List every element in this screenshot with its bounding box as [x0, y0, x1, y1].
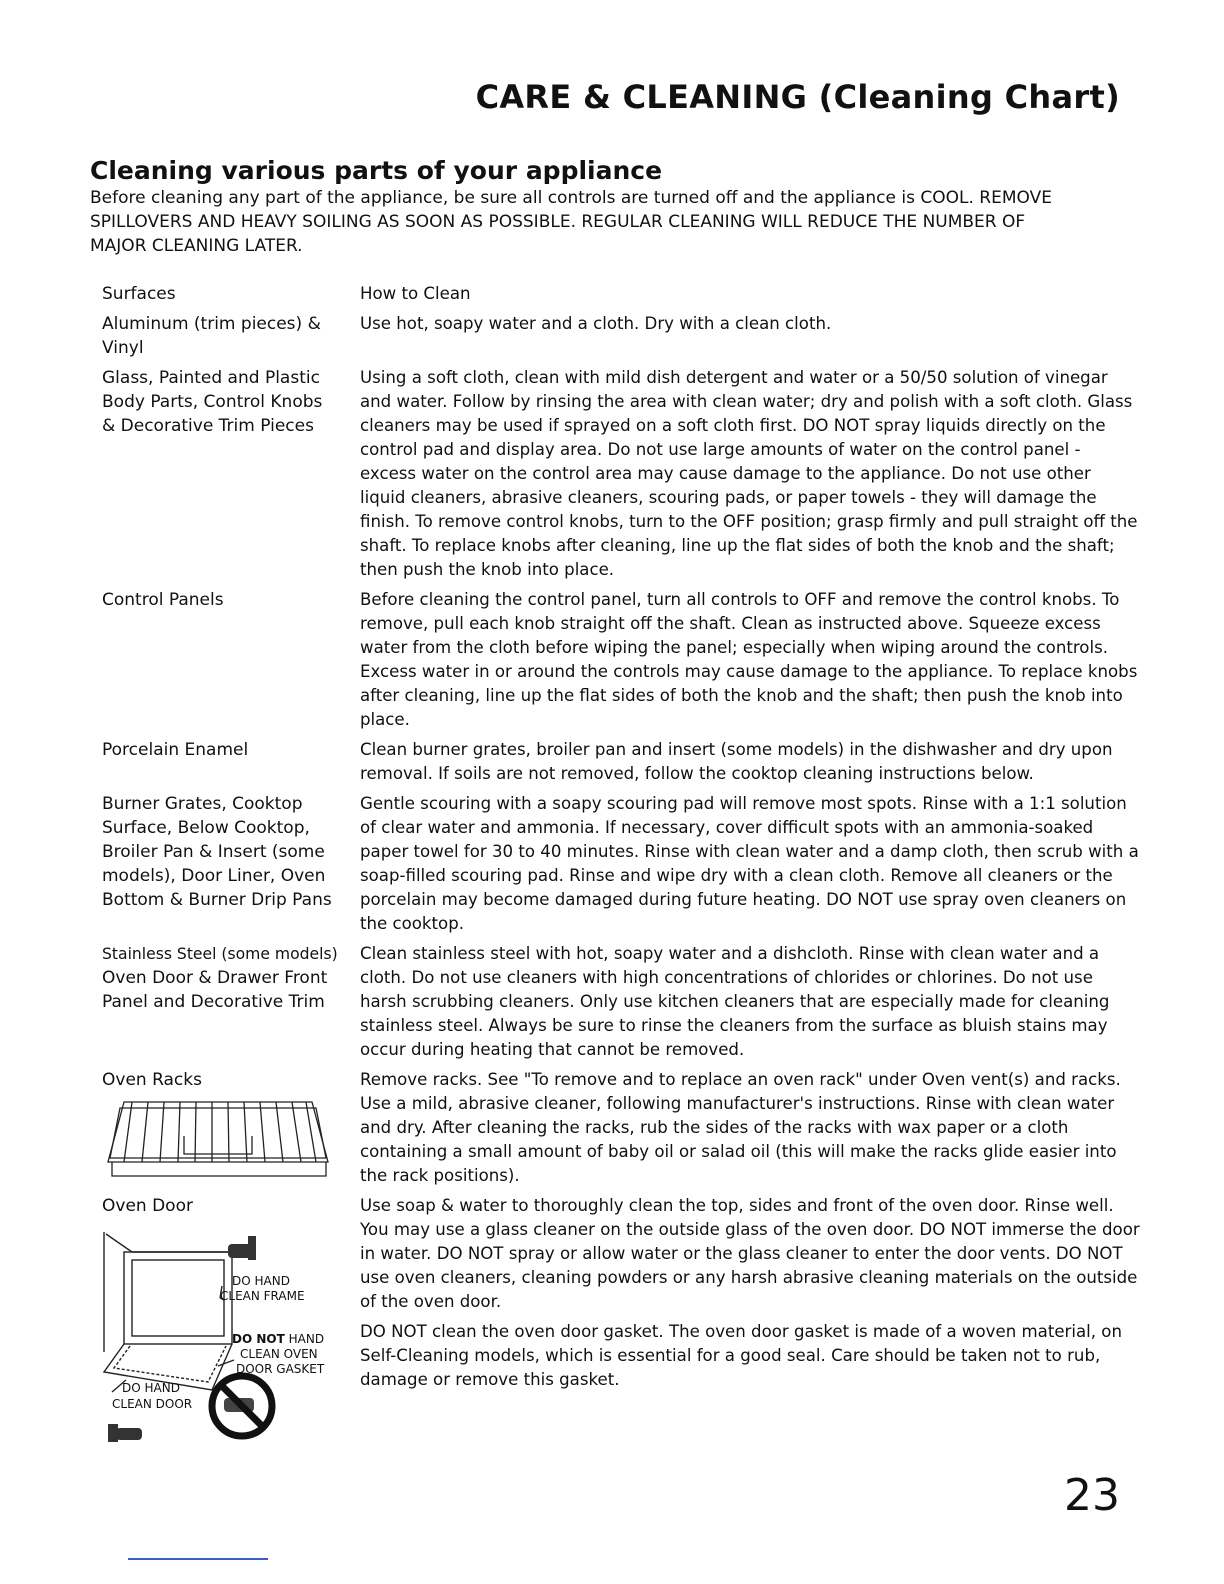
label-door-1: DO HAND [122, 1381, 180, 1395]
how-text: Before cleaning the control panel, turn all controls to OFF and remove the control knobs. To remove, pull each knob straight off the shaft. Clean as instructed above. Squeeze excess water from the cloth before wiping the panel; especially when wiping around the controls. Excess water in or around the controls may cause damage to the appliance. To replace knobs after cleaning, line up the flat sides of both the knob and the shaft; then push the knob into place. [360, 590, 1138, 729]
surface-line: Glass, Painted and Plastic [102, 368, 320, 388]
page-number: 23 [1064, 1470, 1120, 1521]
how-text: Clean stainless steel with hot, soapy water and a dishcloth. Rinse with clean water and a cloth. Do not use cleaners with high concentrations of chlorides or chlorines. Do not use harsh scrubbing cleaners. Only use kitchen cleaners that are especially made for cleaning stainless steel. Always be sure to rinse the cleaners from the surface as bluish stains may occur during heating that cannot be removed. [360, 944, 1110, 1059]
intro-line: SPILLOVERS AND HEAVY SOILING AS SOON AS POSSIBLE. REGULAR CLEANING WILL REDUCE THE NUMBER OF [90, 212, 1026, 232]
oven-door-illustration [102, 1222, 338, 1446]
surface-cell [102, 312, 360, 360]
intro-line: Before cleaning any part of the appliance, be sure all controls are turned off and the appliance is COOL. REMOVE [90, 188, 1052, 208]
cleaning-chart [102, 282, 1142, 1452]
how-cell [360, 792, 1140, 936]
surface-line: Bottom & Burner Drip Pans [102, 890, 332, 910]
section-heading: Cleaning various parts of your appliance [90, 156, 663, 185]
label-gasket-3: DOOR GASKET [236, 1362, 325, 1376]
surface-cell [102, 792, 360, 936]
how-text: Using a soft cloth, clean with mild dish detergent and water or a 50/50 solution of vinegar and water. Follow by rinsing the area with clean water; dry and polish with a soft cloth. Glass cleaners may be used if sprayed on a soft cloth first. DO NOT spray liquids directly on the control pad and display area. Do not use large amounts of water on the control panel - excess water on the control area may cause damage to the appliance. Do not use other liquid cleaners, abrasive cleaners, scouring pads, or paper towels - they will damage the finish. To remove control knobs, turn to the OFF position; grasp firmly and pull straight off the shaft. To replace knobs after cleaning, line up the flat sides of both the knob and the shaft; then push the knob into place. [360, 368, 1138, 579]
surfaces-column-header: Surfaces [102, 284, 176, 304]
how-cell [360, 738, 1140, 786]
surface-line: Surface, Below Cooktop, [102, 818, 310, 838]
surface-line: & Decorative Trim Pieces [102, 416, 314, 436]
oven-rack-illustration [102, 1096, 334, 1184]
how-text: Use soap & water to thoroughly clean the top, sides and front of the oven door. Rinse well. You may use a glass cleaner on the outside glass of the oven door. DO NOT immerse the door in water. DO NOT spray or allow water or the glass cleaner to enter the door vents. DO NOT use oven cleaners, cleaning powders or any harsh abrasive cleaning materials on the outside of the oven door. [360, 1196, 1140, 1311]
label-frame-1: DO HAND [232, 1274, 290, 1288]
chart-row-oven-racks [102, 1068, 1142, 1188]
chart-row-glass [102, 366, 1142, 582]
label-gasket-2: CLEAN OVEN [240, 1347, 318, 1361]
how-text: Use hot, soapy water and a cloth. Dry with a clean cloth. [360, 314, 832, 333]
how-cell [360, 1194, 1140, 1446]
chart-row-control-panels [102, 588, 1142, 732]
surface-cell [102, 1194, 360, 1446]
chart-row-porcelain [102, 738, 1142, 786]
how-cell [360, 366, 1140, 582]
surface-line: Broiler Pan & Insert (some [102, 842, 325, 862]
chart-row-oven-door [102, 1194, 1142, 1446]
footer-divider [128, 1558, 268, 1560]
how-cell [360, 312, 1140, 360]
prohibited-icon [212, 1376, 272, 1436]
surface-cell [102, 738, 360, 786]
surface-line: Burner Grates, Cooktop [102, 794, 303, 814]
surface-cell [102, 1068, 360, 1188]
surface-line: Stainless Steel (some models) [102, 945, 338, 963]
surface-cell [102, 942, 360, 1062]
surface-line: Control Panels [102, 590, 224, 610]
surface-cell [102, 366, 360, 582]
surface-line: models), Door Liner, Oven [102, 866, 326, 886]
label-gasket-1a: DO NOT [232, 1332, 285, 1346]
label-gasket-1 [232, 1332, 324, 1346]
surface-line: Oven Door [102, 1196, 193, 1216]
how-text-gasket: DO NOT clean the oven door gasket. The oven door gasket is made of a woven material, on Self-Cleaning models, which is essential for a good seal. Care should be taken not to rub, damage or remove this gasket. [360, 1322, 1122, 1389]
how-cell [360, 588, 1140, 732]
chart-row-burner-grates [102, 792, 1142, 936]
surface-line: Body Parts, Control Knobs [102, 392, 323, 412]
surface-cell [102, 588, 360, 732]
page-title: CARE & CLEANING (Cleaning Chart) [475, 78, 1120, 116]
how-cell [360, 1068, 1140, 1188]
surface-line: Aluminum (trim pieces) & [102, 314, 321, 334]
surface-line: Panel and Decorative Trim [102, 992, 325, 1012]
label-gasket-1b: HAND [288, 1332, 325, 1346]
how-text: Gentle scouring with a soapy scouring pad will remove most spots. Rinse with a 1:1 solution of clear water and ammonia. If necessary, cover difficult spots with an ammonia-soaked paper towel for 30 to 40 minutes. Rinse with clean water and a damp cloth, then scrub with a soap-filled scouring pad. Rinse and wipe dry with a clean cloth. Remove all cleaners or the porcelain may become damaged during future heating. DO NOT use spray oven cleaners on the cooktop. [360, 794, 1139, 933]
surface-line: Porcelain Enamel [102, 740, 249, 760]
how-text: Remove racks. See "To remove and to replace an oven rack" under Oven vent(s) and racks. Use a mild, abrasive cleaner, following manufacturer's instructions. Rinse with clean water and dry. After cleaning the racks, rub the sides of the racks with wax paper or a cloth containing a small amount of baby oil or salad oil (this will make the racks glide easier into the rack positions). [360, 1070, 1121, 1185]
surface-line: Oven Door & Drawer Front [102, 968, 328, 988]
chart-header-row [102, 282, 1142, 306]
label-door-2: CLEAN DOOR [112, 1397, 193, 1411]
chart-row-stainless-steel [102, 942, 1142, 1062]
surface-line: Vinyl [102, 338, 144, 358]
intro-line: MAJOR CLEANING LATER. [90, 236, 303, 256]
how-cell [360, 942, 1140, 1062]
how-text: Clean burner grates, broiler pan and insert (some models) in the dishwasher and dry upon removal. If soils are not removed, follow the cooktop cleaning instructions below. [360, 740, 1113, 783]
label-frame-2: CLEAN FRAME [220, 1289, 305, 1303]
surface-line: Oven Racks [102, 1070, 202, 1090]
how-column-header: How to Clean [360, 284, 471, 303]
chart-row-aluminum [102, 312, 1142, 360]
intro-paragraph [90, 186, 1130, 258]
